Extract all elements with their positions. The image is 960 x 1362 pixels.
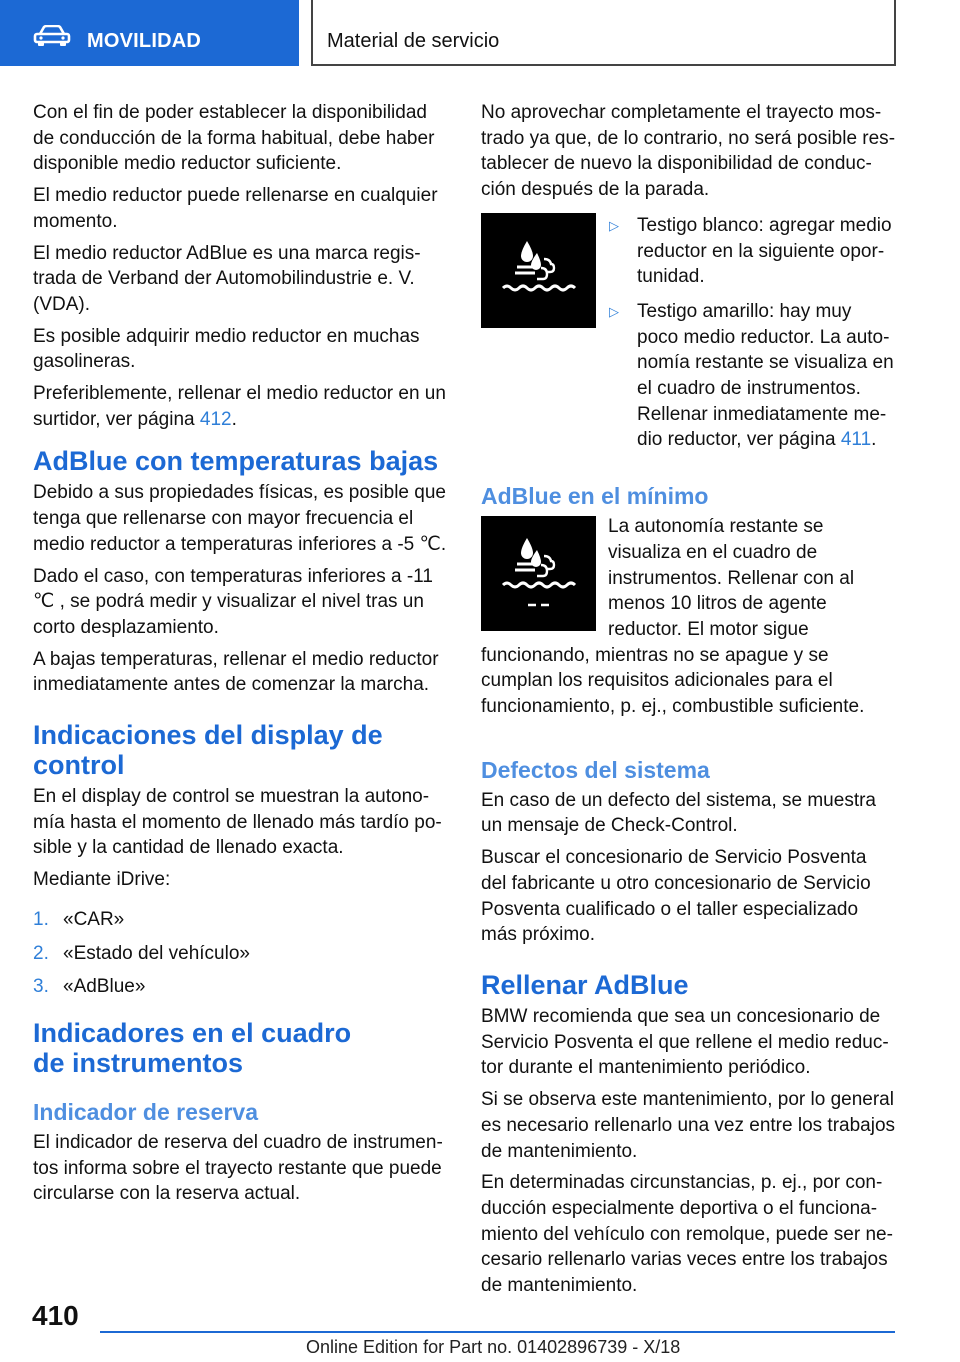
paragraph: El medio reductor puede rellenarse en cualquier momento.	[33, 185, 438, 232]
page-link-412[interactable]: 412	[199, 408, 232, 430]
bullet-text	[637, 299, 897, 453]
triangle-bullet-icon: ▷	[609, 217, 619, 233]
page-header	[0, 0, 960, 66]
list-item	[33, 907, 447, 933]
footer-edition: Online Edition for Part no. 01402896739 - X/18	[306, 1337, 681, 1357]
paragraph-end: .	[231, 408, 237, 430]
paragraph: Mediante iDrive:	[33, 869, 171, 891]
heading-line: de instrumentos	[33, 1047, 244, 1078]
step-number: 3.	[33, 976, 49, 998]
heading-instrument-cluster	[33, 1018, 447, 1078]
heading-adblue-minimum: AdBlue en el mínimo	[481, 483, 709, 510]
step-text: «AdBlue»	[63, 976, 146, 998]
paragraph: En el display de control se muestran la autonomía hasta el momento de llenado más tardío posible y la cantidad de llenado exacta.	[33, 786, 442, 859]
step-number: 1.	[33, 908, 49, 930]
adblue-warning-icon	[481, 213, 596, 328]
list-item	[33, 974, 447, 1000]
adblue-minimum-image	[481, 516, 596, 631]
paragraph	[33, 381, 447, 432]
paragraph: En caso de un defecto del sistema, se muestra un mensaje de Check-Control.	[481, 789, 876, 837]
adblue-minimum-icon	[481, 516, 596, 631]
car-icon	[33, 25, 71, 47]
paragraph: Si se observa este mantenimiento, por lo general es necesario rellenarlo una vez entre los trabajos de mantenimiento.	[481, 1089, 896, 1162]
paragraph: Con el fin de poder establecer la disponibilidad de conducción de la forma habitual, debe haber disponible medio reductor suficiente.	[33, 102, 435, 175]
heading-control-display: Indicaciones del display de control	[33, 720, 383, 781]
paragraph: No aprovechar completamente el trayecto mostrado ya que, de lo contrario, no será posible restablecer de nuevo la disponibilidad de conducción después de la parada.	[481, 102, 896, 201]
heading-system-defects: Defectos del sistema	[481, 756, 710, 783]
right-column	[481, 100, 897, 1305]
paragraph-text: Preferiblemente, rellenar el medio reductor en un surtidor, ver página	[33, 383, 446, 430]
paragraph: La autonomía restante se visualiza en el cuadro de instrumentos. Rellenar con al menos 10 litros de agente reductor. El motor sigue funcionando, mientras no se apague y se cumplan los requisitos adicionales para el funcionamiento, p. ej., combustible suficiente.	[481, 516, 865, 718]
paragraph: El indicador de reserva del cuadro de instrumentos informa sobre el trayecto restante que puede circularse con la reserva actual.	[33, 1131, 443, 1205]
paragraph: En determinadas circunstancias, p. ej., por conducción especialmente deportiva o el funcionamiento del vehículo con remolque, puede ser necesario rellenarlo varias veces entre los trabajos de mantenimiento.	[481, 1172, 893, 1297]
list-item	[33, 941, 447, 967]
section-label: MOVILIDAD	[87, 30, 202, 52]
step-text: «Estado del vehículo»	[63, 942, 250, 964]
paragraph: Buscar el concesionario de Servicio Posventa del fabricante u otro concesionario de Servicio Posventa cualificado o el taller especializado más próximo.	[481, 847, 871, 946]
triangle-bullet-icon: ▷	[609, 303, 619, 319]
paragraph: El medio reductor AdBlue es una marca registrada de Verband der Automobilindustrie e. V. (VDA).	[33, 242, 421, 315]
heading-refill-adblue: Rellenar AdBlue	[481, 969, 689, 1000]
paragraph: Debido a sus propiedades físicas, es posible que tenga que rellenarse con mayor frecuencia el medio reductor a temperaturas inferiores a -5 ℃.	[33, 482, 447, 555]
section-tab[interactable]	[0, 0, 299, 66]
chapter-tab[interactable]	[311, 0, 896, 66]
list-item	[609, 213, 897, 290]
list-item	[609, 299, 897, 453]
warning-light-list	[609, 213, 897, 462]
left-column	[33, 100, 447, 1213]
bullet-text-end: .	[871, 429, 877, 451]
heading-line: Indicadores en el cuadro	[33, 1017, 352, 1048]
adblue-warning-image	[481, 213, 596, 328]
heading-reserve-indicator: Indicador de reserva	[33, 1098, 258, 1125]
heading-adblue-cold: AdBlue con temperaturas bajas	[33, 446, 439, 477]
step-text: «CAR»	[63, 908, 125, 930]
bullet-text-part: Testigo amarillo: hay muy poco medio reductor. La autonomía restante se visualiza en el cuadro de instrumentos. Rellenar inmediatamente medio reductor, ver página	[637, 300, 894, 451]
paragraph: Es posible adquirir medio reductor en muchas gasolineras.	[33, 325, 420, 373]
footer-divider	[100, 1331, 895, 1333]
paragraph: BMW recomienda que sea un concesionario de Servicio Posventa el que rellene el medio reductor durante el mantenimiento periódico.	[481, 1005, 889, 1079]
chapter-label: Material de servicio	[327, 30, 500, 52]
warning-lights-block	[481, 213, 897, 462]
step-number: 2.	[33, 942, 49, 964]
idrive-steps	[33, 907, 447, 1000]
bullet-text: Testigo blanco: agregar medio reductor en la siguiente oportunidad.	[637, 214, 892, 288]
paragraph: A bajas temperaturas, rellenar el medio reductor inmediatamente antes de comenzar la marcha.	[33, 648, 439, 696]
paragraph: Dado el caso, con temperaturas inferiores a -11 ℃ , se podrá medir y visualizar el nivel tras un corto desplazamiento.	[33, 565, 433, 638]
page-link-411[interactable]: 411	[840, 429, 872, 451]
page-number: 410	[32, 1300, 79, 1331]
